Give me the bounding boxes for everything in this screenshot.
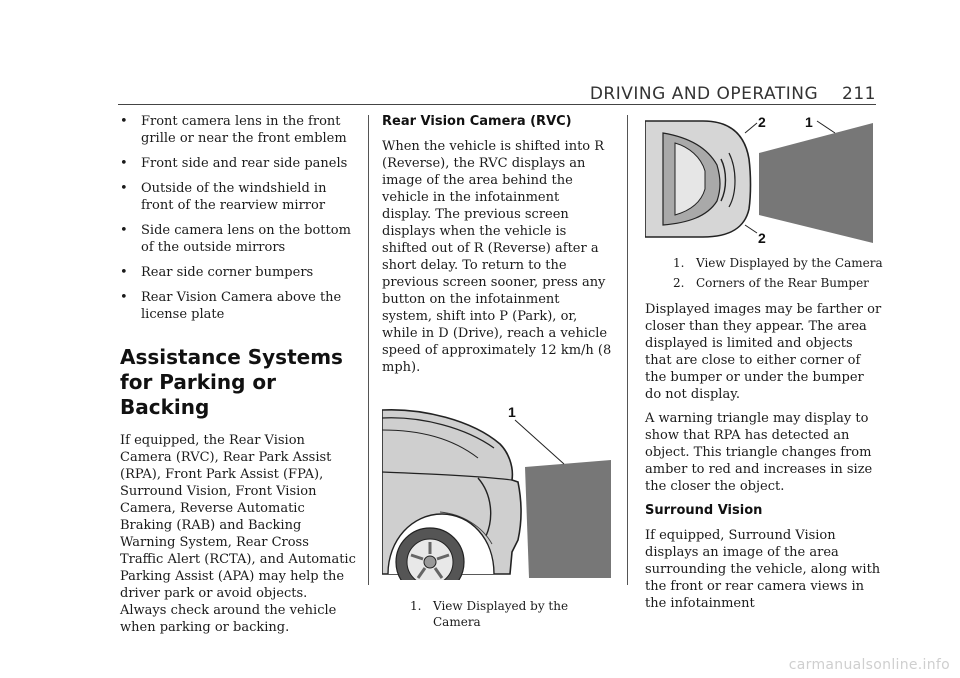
caption-item: 1. View Displayed by the Camera xyxy=(673,256,883,270)
figure-callout: 2 xyxy=(758,230,766,245)
list-item: • Front side and rear side panels xyxy=(120,156,348,171)
list-item: • Outside of the windshield in front of the rearview mirror xyxy=(120,181,327,213)
rvc-heading: Rear Vision Camera (RVC) xyxy=(382,114,572,129)
assistance-systems-paragraph: If equipped, the Rear Vision Camera (RVC), Rear Park Assist (RPA), Front Park Assist (FPA), Surround Vision, Front Vision Camera, Reverse Automatic Braking (RAB) and Backing Warning System, Rear Cross Traffic Alert (RCTA), and Automatic Parking Assist (APA) may help the driver park or avoid objects. Always check around the vehicle when parking or backing. xyxy=(120,433,356,635)
distance-warning-paragraph: Displayed images may be farther or closer than they appear. The area displayed is limited and objects that are close to either corner of the bumper or under the bumper do not display. xyxy=(645,302,882,402)
camera-location-list xyxy=(120,113,356,323)
middle-column xyxy=(382,113,612,634)
list-item: • Rear side corner bumpers xyxy=(120,265,314,280)
rpa-triangle-paragraph: A warning triangle may display to show that RPA has detected an object. This triangle changes from amber to red and increases in size the closer the object. xyxy=(645,411,873,494)
section-title: DRIVING AND OPERATING xyxy=(589,84,819,104)
rear-camera-illustration xyxy=(382,402,612,580)
top-view-camera-illustration xyxy=(645,113,875,245)
rvc-paragraph: When the vehicle is shifted into R (Reverse), the RVC displays an image of the area behind the vehicle in the infotainment display. The previous screen displays when the vehicle is shifted out of R (Reverse) after a short delay. To return to the previous screen sooner, press any button on the infotainment system, shift into P (Park), or, while in D (Drive), reach a vehicle speed of approximately 12 km/h (8 mph). xyxy=(382,139,612,375)
column-divider-right xyxy=(627,115,628,585)
surround-vision-heading: Surround Vision xyxy=(645,503,763,518)
figure-caption xyxy=(382,598,612,630)
figure-callout: 1 xyxy=(805,114,813,130)
figure-caption xyxy=(645,255,883,291)
header-rule xyxy=(118,104,876,105)
right-column xyxy=(645,113,883,619)
list-item: • Front camera lens in the front grille or near the front emblem xyxy=(120,114,347,146)
watermark: carmanualsonline.info xyxy=(788,657,950,673)
caption-item: 1. View Displayed by the Camera xyxy=(410,599,569,629)
column-divider-left xyxy=(368,115,369,585)
assistance-systems-heading: Assistance Systems for Parking or Backing xyxy=(120,345,343,419)
figure-callout: 2 xyxy=(758,114,766,130)
figure-callout: 1 xyxy=(508,404,516,420)
surround-vision-paragraph: If equipped, Surround Vision displays an image of the area surrounding the vehicle, along with the front or rear camera views in the infotainment xyxy=(645,528,881,611)
page-header xyxy=(590,84,876,104)
left-column xyxy=(120,113,356,643)
page-number: 211 xyxy=(842,84,876,104)
list-item: • Side camera lens on the bottom of the outside mirrors xyxy=(120,223,351,255)
camera-view-area xyxy=(525,460,611,578)
list-item: • Rear Vision Camera above the license plate xyxy=(120,290,342,322)
caption-item: 2. Corners of the Rear Bumper xyxy=(673,276,869,290)
